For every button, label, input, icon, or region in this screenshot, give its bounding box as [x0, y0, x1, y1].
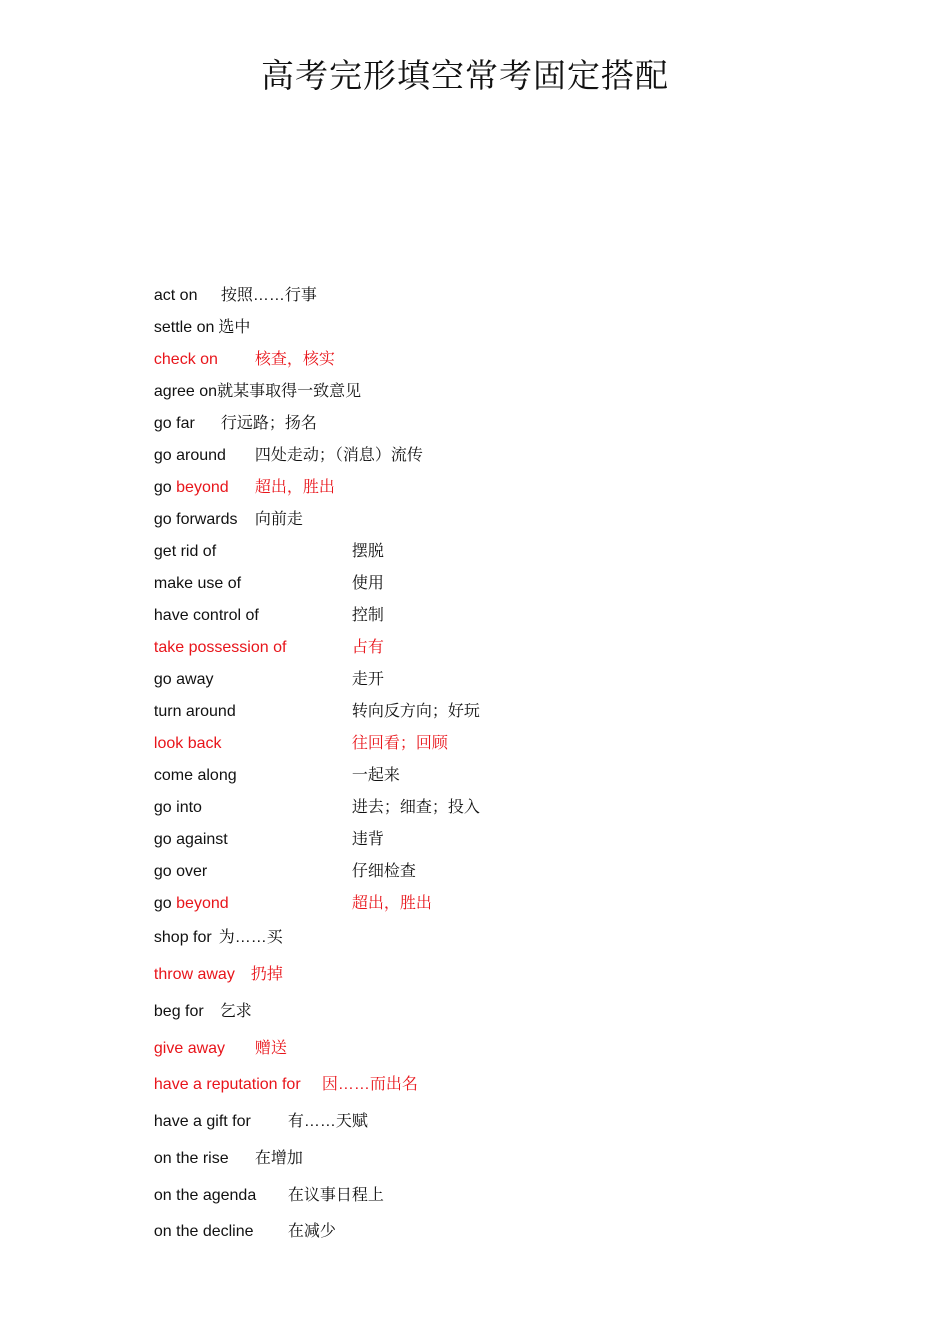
phrase: check on: [153, 351, 218, 368]
phrase: go away: [153, 671, 214, 688]
meaning: 超出，胜出: [254, 479, 335, 496]
meaning: 控制: [351, 607, 384, 624]
phrase: go forwards: [153, 511, 238, 528]
meaning: 仔细检查: [351, 863, 416, 880]
meaning: 使用: [351, 575, 384, 592]
phrase: go beyond: [153, 479, 229, 496]
phrase: have a reputation for: [153, 1076, 301, 1093]
phrase: give away: [153, 1040, 226, 1057]
phrase: shop for: [153, 929, 212, 946]
phrase: have a gift for: [153, 1113, 251, 1130]
phrase: on the decline: [153, 1223, 254, 1240]
phrase: settle on: [153, 319, 215, 336]
phrase: throw away: [153, 966, 235, 983]
phrase: take possession of: [153, 639, 287, 656]
phrase: go against: [153, 831, 228, 848]
meaning: 违背: [351, 831, 384, 848]
phrase: go beyond: [153, 895, 229, 912]
meaning: 赠送: [254, 1040, 287, 1057]
meaning: 选中: [218, 319, 251, 336]
meaning: 核查，核实: [254, 351, 335, 368]
list-item: [145, 1092, 368, 1132]
meaning: 四处走动；（消息）流传: [254, 447, 423, 464]
list-item: [145, 1055, 418, 1095]
meaning: 往回看；回顾: [351, 735, 448, 752]
phrase: make use of: [153, 575, 242, 592]
list-item: [145, 1129, 303, 1169]
meaning: 行远路；扬名: [220, 415, 317, 432]
phrase: agree on: [153, 383, 218, 400]
phrase: come along: [153, 767, 237, 784]
meaning: 按照……行事: [220, 287, 317, 304]
meaning: 向前走: [254, 511, 303, 528]
meaning: 一起来: [351, 767, 400, 784]
meaning: 乞求: [219, 1003, 252, 1020]
meaning: 有……天赋: [287, 1113, 368, 1130]
phrase: beg for: [153, 1003, 204, 1020]
meaning: 就某事取得一致意见: [217, 383, 362, 400]
meaning: 进去；细查；投入: [351, 799, 480, 816]
phrase: get rid of: [153, 543, 217, 560]
phrase: on the rise: [153, 1150, 229, 1167]
phrase: turn around: [153, 703, 236, 720]
list-item: [145, 1202, 336, 1242]
page-title: 高考完形填空常考固定搭配: [261, 56, 669, 95]
meaning: 摆脱: [351, 543, 384, 560]
meaning: 因……而出名: [321, 1076, 418, 1093]
phrase: go far: [153, 415, 195, 432]
phrase: have control of: [153, 607, 259, 624]
meaning: 在增加: [254, 1150, 303, 1167]
meaning: 转向反方向；好玩: [351, 703, 480, 720]
meaning: 超出，胜出: [351, 895, 432, 912]
list-item: [145, 908, 283, 948]
phrase: go over: [153, 863, 208, 880]
list-item: [145, 1166, 384, 1206]
meaning: 在减少: [287, 1223, 336, 1240]
list-item: [145, 1019, 287, 1059]
phrase: go into: [153, 799, 202, 816]
phrase: on the agenda: [153, 1187, 257, 1204]
phrase: go around: [153, 447, 226, 464]
meaning: 占有: [351, 639, 384, 656]
meaning: 在议事日程上: [287, 1187, 384, 1204]
list-item: [145, 945, 283, 985]
list-item: [145, 982, 252, 1022]
meaning: 扔掉: [250, 966, 283, 983]
phrase: look back: [153, 735, 222, 752]
meaning: 走开: [351, 671, 384, 688]
meaning: 为……买: [218, 929, 283, 946]
phrase: act on: [153, 287, 198, 304]
